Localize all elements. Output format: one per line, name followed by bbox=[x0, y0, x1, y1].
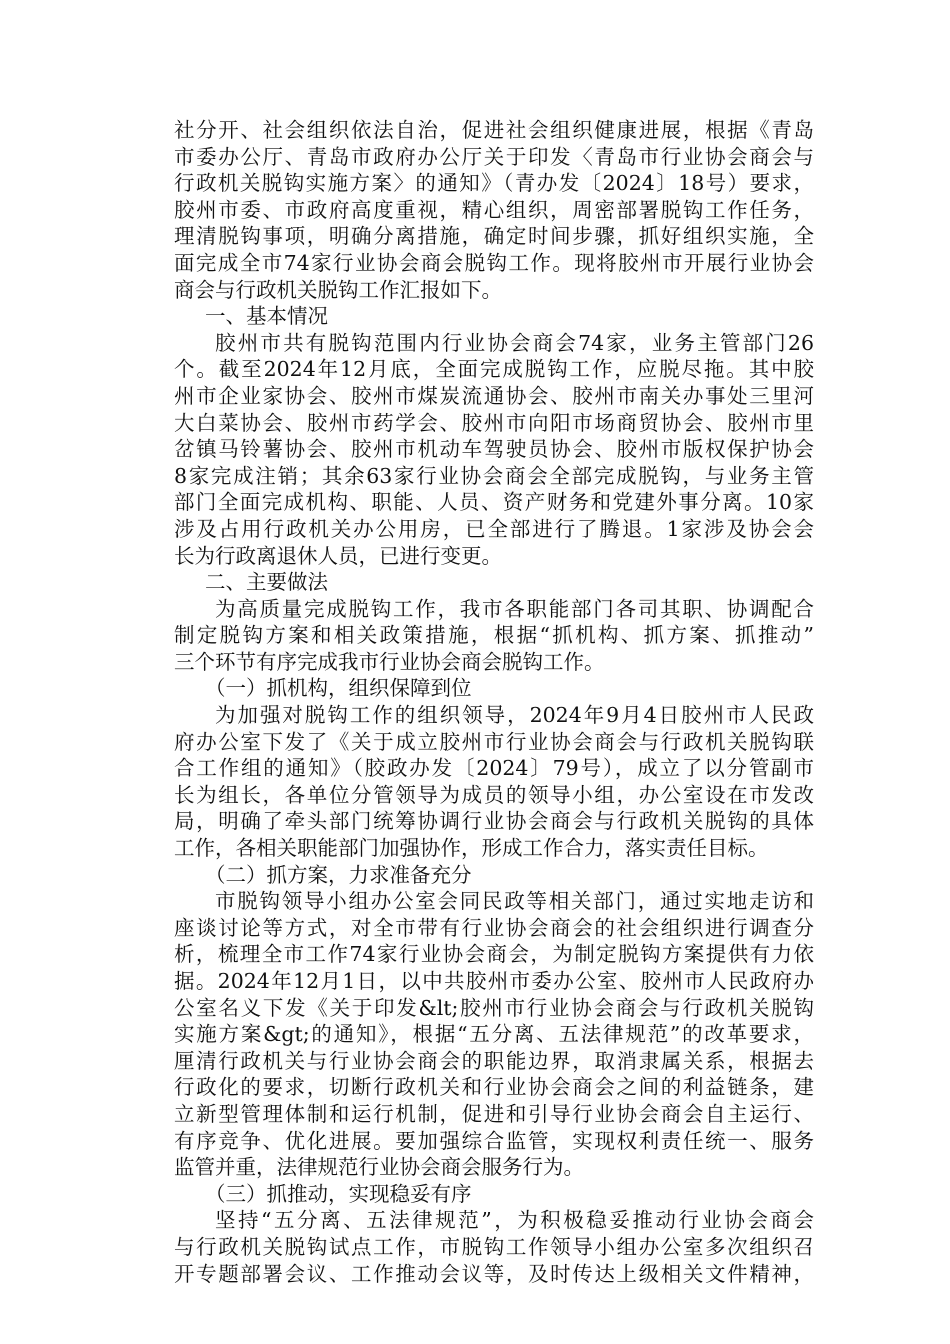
text-line: 市脱钩领导小组办公室会同民政等相关部门，通过实地走访和 bbox=[215, 889, 814, 914]
text-line: 座谈讨论等方式，对全市带有行业协会商会的社会组织进行调查分 bbox=[174, 915, 814, 940]
text-line: 工作，各相关职能部门加强协作，形成工作合力，落实责任目标。 bbox=[174, 836, 769, 861]
text-line: 8家完成注销；其余63家行业协会商会全部完成脱钩，与业务主管 bbox=[174, 463, 814, 488]
text-line: 长为组长，各单位分管领导为成员的领导小组，办公室设在市发改 bbox=[174, 782, 814, 807]
text-line: 立新型管理体制和运行机制，促进和引导行业协会商会自主运行、 bbox=[174, 1101, 814, 1126]
text-line: 析，梳理全市工作74家行业协会商会，为制定脱钩方案提供有力依 bbox=[174, 942, 814, 967]
text-line: 胶州市共有脱钩范围内行业协会商会74家，业务主管部门26 bbox=[215, 330, 814, 355]
text-line: 公室名义下发《关于印发&lt;胶州市行业协会商会与行政机关脱钩 bbox=[174, 995, 814, 1020]
text-line: 州市企业家协会、胶州市煤炭流通协会、胶州市南关办事处三里河 bbox=[174, 383, 814, 408]
text-line: 有序竞争、优化进展。要加强综合监管，实现权利责任统一、服务 bbox=[174, 1128, 814, 1153]
subsection-heading: （三）抓推动，实现稳妥有序 bbox=[205, 1181, 472, 1206]
text-line: 长为行政离退休人员，已进行变更。 bbox=[174, 543, 502, 568]
text-line: 社分开、社会组织依法自治，促进社会组织健康进展，根据《青岛 bbox=[174, 118, 814, 142]
text-line: 合工作组的通知》（胶政办发〔2024〕79号），成立了以分管副市 bbox=[174, 756, 814, 781]
document-body bbox=[174, 117, 814, 1287]
text-line: 行政机关脱钩实施方案〉的通知》（青办发〔2024〕18号）要求， bbox=[174, 171, 814, 196]
text-line: 监管并重，法律规范行业协会商会服务行为。 bbox=[174, 1155, 584, 1180]
text-line: 府办公室下发了《关于成立胶州市行业协会商会与行政机关脱钩联 bbox=[174, 729, 814, 754]
text-line: 为加强对脱钩工作的组织领导，2024年9月4日胶州市人民政 bbox=[215, 703, 814, 728]
text-line: 大白菜协会、胶州市药学会、胶州市向阳市场商贸协会、胶州市里 bbox=[174, 410, 814, 435]
text-line: 胶州市委、市政府高度重视，精心组织，周密部署脱钩工作任务， bbox=[174, 197, 814, 222]
text-line: 与行政机关脱钩试点工作，市脱钩工作领导小组办公室多次组织召 bbox=[174, 1234, 814, 1259]
text-line: 制定脱钩方案和相关政策措施，根据“抓机构、抓方案、抓推动” bbox=[174, 623, 814, 648]
text-line: 坚持“五分离、五法律规范”，为积极稳妥推动行业协会商会 bbox=[215, 1208, 814, 1233]
text-line: 局，明确了牵头部门统筹协调行业协会商会与行政机关脱钩的具体 bbox=[174, 809, 814, 834]
text-line: 理清脱钩事项，明确分离措施，确定时间步骤，抓好组织实施，全 bbox=[174, 224, 814, 249]
text-line: 面完成全市74家行业协会商会脱钩工作。现将胶州市开展行业协会 bbox=[174, 250, 814, 275]
text-line: 市委办公厅、青岛市政府办公厅关于印发〈青岛市行业协会商会与 bbox=[174, 144, 814, 169]
text-line: 部门全面完成机构、职能、人员、资产财务和党建外事分离。10家 bbox=[174, 490, 814, 515]
subsection-heading: （二）抓方案，力求准备充分 bbox=[205, 862, 472, 887]
text-line: 行政化的要求，切断行政机关和行业协会商会之间的利益链条，建 bbox=[174, 1075, 814, 1100]
subsection-heading: （一）抓机构，组织保障到位 bbox=[205, 676, 472, 701]
text-line: 实施方案&gt;的通知》，根据“五分离、五法律规范”的改革要求， bbox=[174, 1022, 814, 1047]
text-line: 三个环节有序完成我市行业协会商会脱钩工作。 bbox=[174, 649, 605, 674]
text-line: 商会与行政机关脱钩工作汇报如下。 bbox=[174, 277, 502, 302]
text-line: 开专题部署会议、工作推动会议等，及时传达上级相关文件精神， bbox=[174, 1261, 814, 1286]
text-line: 涉及占用行政机关办公用房，已全部进行了腾退。1家涉及协会会 bbox=[174, 516, 814, 541]
section-heading: 二、主要做法 bbox=[205, 570, 328, 595]
text-line: 岔镇马铃薯协会、胶州市机动车驾驶员协会、胶州市版权保护协会 bbox=[174, 437, 814, 462]
text-line: 据。2024年12月1日，以中共胶州市委办公室、胶州市人民政府办 bbox=[174, 969, 814, 993]
text-line: 个。截至2024年12月底，全面完成脱钩工作，应脱尽拖。其中胶 bbox=[174, 357, 814, 382]
section-heading: 一、基本情况 bbox=[205, 304, 328, 329]
text-line: 厘清行政机关与行业协会商会的职能边界，取消隶属关系，根据去 bbox=[174, 1048, 814, 1073]
text-line: 为高质量完成脱钩工作，我市各职能部门各司其职、协调配合 bbox=[215, 596, 814, 621]
